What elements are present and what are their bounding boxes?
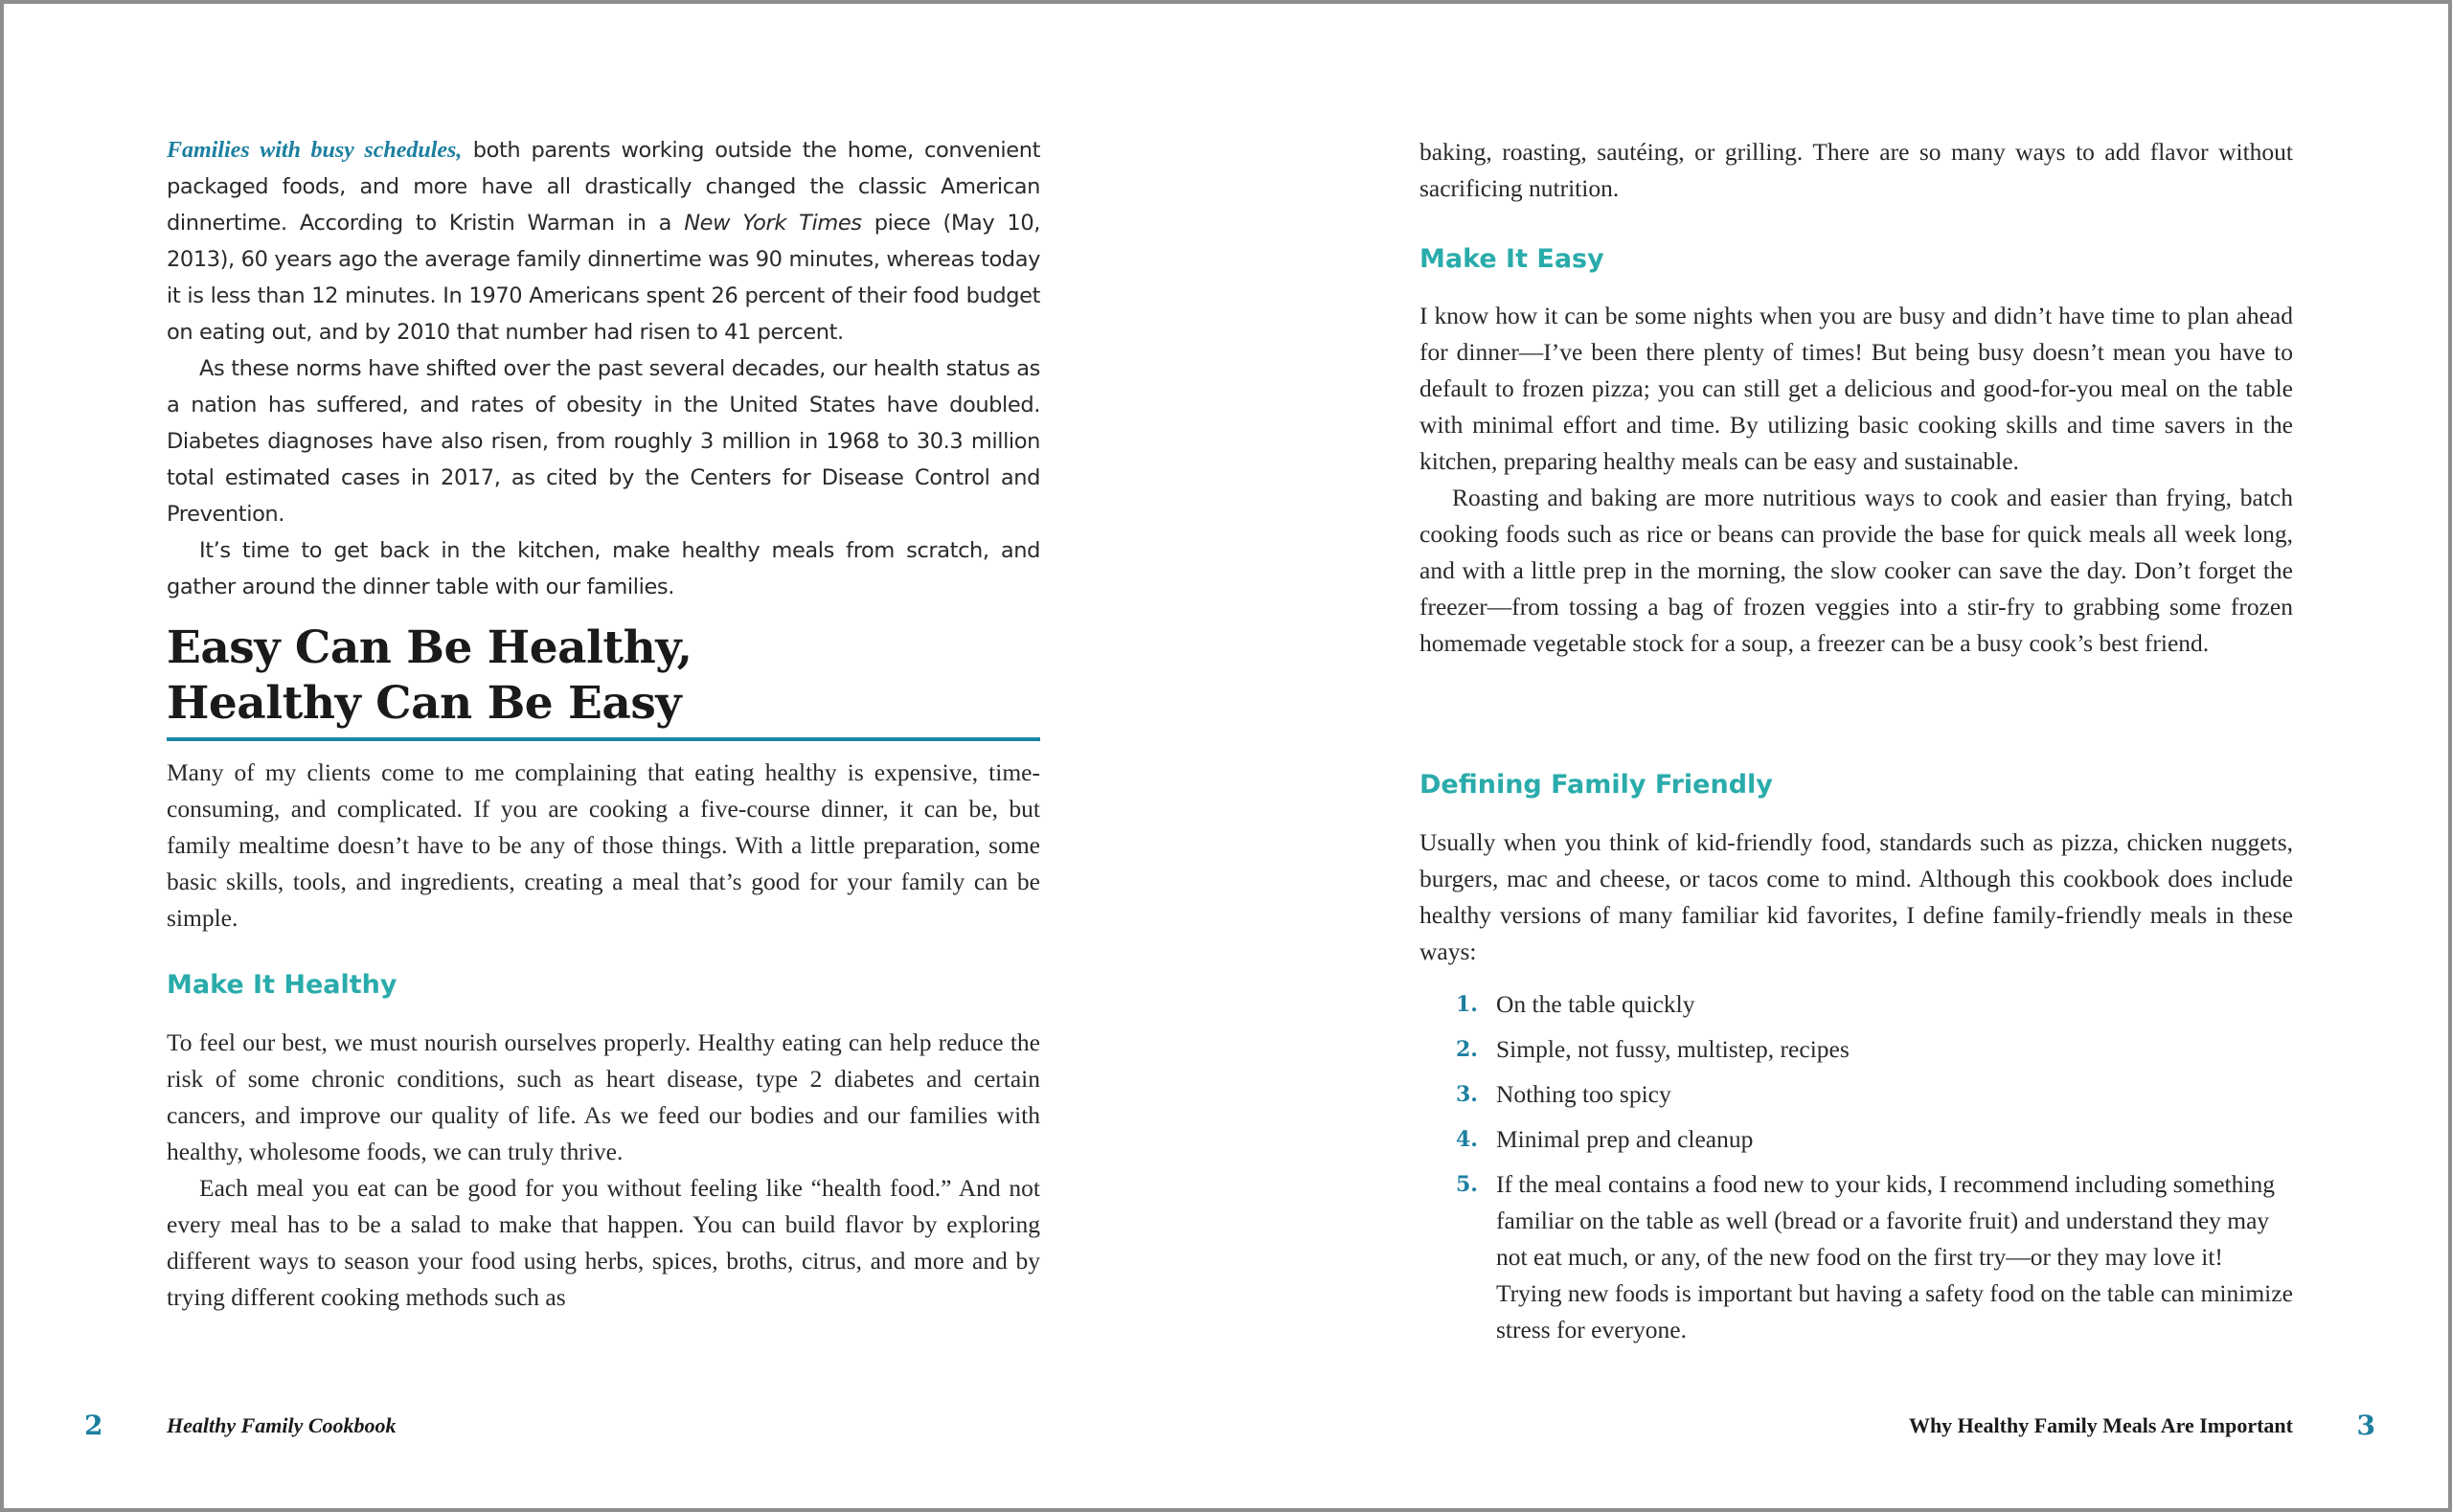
family-friendly-list	[1419, 986, 2293, 1357]
left-page-number	[84, 1410, 102, 1441]
make-healthy-paragraph-2: Each meal you eat can be good for you without feeling like “health food.” And not every meal has to be a salad to make that happen. You can build flavor by exploring different ways to season your food using herbs, spices, broths, citrus, and more and by trying different cooking methods such as	[167, 1174, 1040, 1311]
intro-paragraph-3: It’s time to get back in the kitchen, make healthy meals from scratch, and gather around the dinner table with our families.	[167, 538, 1040, 599]
list-text: If the meal contains a food new to your kids, I recommend including something familiar on the table as well (bread or a favorite fruit) and understand they may not eat much, or any, of the new food on the first try—or they may love it! Trying new foods is important but having a safety food on the table can minimize stress for everyone.	[1496, 1170, 2293, 1343]
right-running-head	[1909, 1413, 2293, 1438]
list-item	[1419, 1121, 2293, 1158]
list-item	[1419, 1166, 2293, 1348]
list-text: Nothing too spicy	[1496, 1080, 1671, 1108]
make-healthy-section	[167, 967, 1040, 1004]
continued-paragraph: baking, roasting, sautéing, or grilling. There are so many ways to add flavor without sacrificing nutrition.	[1419, 138, 2293, 202]
title-underline-rule	[167, 737, 1040, 741]
page-number: 2	[84, 1410, 103, 1441]
intro-text-b: piece (May 10, 2013), 60 years ago the average family dinnertime was 90 minutes, whereas today it is less than 12 minutes. In 1970 Americans spent 26 percent of their food budget on eating out, and by 2010 that number had risen to 41 percent.	[167, 211, 1041, 345]
continued-text	[1419, 134, 2293, 207]
title-body	[167, 755, 1040, 937]
list-item	[1419, 1076, 2293, 1113]
lead-in-phrase: Families with busy schedules,	[167, 138, 463, 163]
list-number: 5.	[1456, 1172, 1478, 1197]
list-text: Simple, not fussy, multistep, recipes	[1496, 1035, 1850, 1063]
make-healthy-paragraph-1: To feel our best, we must nourish ourselves properly. Healthy eating can help reduce the risk of some chronic conditions, such as heart disease, type 2 diabetes and certain cancers, and improve our quality of life. As we feed our bodies and our families with healthy, wholesome foods, we can truly thrive.	[167, 1028, 1040, 1165]
intro-section	[167, 132, 1040, 605]
make-healthy-body	[167, 1025, 1040, 1316]
family-friendly-body	[1419, 824, 2293, 970]
family-friendly-paragraph: Usually when you think of kid-friendly food, standards such as pizza, chicken nuggets, burgers, mac and cheese, or tacos come to mind. Although this cookbook does include healthy versions of many familiar kid favorites, I define family-friendly meals in these ways:	[1419, 828, 2293, 965]
list-number: 4.	[1456, 1127, 1478, 1152]
section-title-line-2: Healthy Can Be Easy	[167, 677, 682, 730]
make-easy-paragraph-2: Roasting and baking are more nutritious ways to cook and easier than frying, batch cooking foods such as rice or beans can provide the base for quick meals all week long, and with a little prep in the morning, the slow cooker can save the day. Don’t forget the freezer—from tossing a bag of frozen veggies into a stir-fry to grabbing some frozen homemade vegetable stock for a soup, a freezer can be a busy cook’s best friend.	[1419, 484, 2293, 657]
list-number: 1.	[1456, 992, 1478, 1017]
book-title: Healthy Family Cookbook	[167, 1413, 397, 1437]
left-page	[84, 4, 1041, 1508]
intro-text-a: both parents working outside the home, convenient packaged foods, and more have all drastically changed the classic American dinnertime. According to Kristin Warman in a	[167, 138, 1041, 236]
make-easy-heading: Make It Easy	[1419, 244, 1604, 274]
family-friendly-section	[1419, 767, 2293, 803]
intro-paragraph-2: As these norms have shifted over the past several decades, our health status as a nation has suffered, and rates of obesity in the United States have doubled. Diabetes diagnoses have also risen, from roughly 3 million in 1968 to 30.3 million total estimated cases in 2017, as cited by the Centers for Disease Control and Prevention.	[167, 356, 1040, 527]
list-number: 2.	[1456, 1037, 1478, 1062]
intro-paragraph-1	[167, 132, 1040, 350]
section-title-line-1: Easy Can Be Healthy,	[167, 621, 692, 674]
publication-name: New York Times	[684, 211, 862, 236]
right-page	[1419, 4, 2375, 1508]
list-text: Minimal prep and cleanup	[1496, 1125, 1754, 1153]
right-page-number	[2357, 1410, 2375, 1441]
chapter-title: Why Healthy Family Meals Are Important	[1908, 1413, 2293, 1437]
family-friendly-heading: Defining Family Friendly	[1419, 770, 1773, 800]
make-easy-body	[1419, 298, 2293, 662]
list-text: On the table quickly	[1496, 990, 1695, 1018]
make-easy-paragraph-1: I know how it can be some nights when you are busy and didn’t have time to plan ahead for dinner—I’ve been there plenty of times! But being busy doesn’t mean you have to default to frozen pizza; you can still get a delicious and good-for-you meal on the table with minimal effort and time. By utilizing basic cooking skills and time savers in the kitchen, preparing healthy meals can be easy and sustainable.	[1419, 302, 2293, 475]
left-running-head	[167, 1413, 397, 1438]
page-number: 3	[2356, 1410, 2375, 1441]
list-item	[1419, 986, 2293, 1023]
list-item	[1419, 1031, 2293, 1068]
title-body-paragraph: Many of my clients come to me complaining that eating healthy is expensive, time-consuming, and complicated. If you are cooking a five-course dinner, it can be, but family mealtime doesn’t have to be any of those things. With a little preparation, some basic skills, tools, and ingredients, creating a meal that’s good for your family can be simple.	[167, 758, 1040, 932]
make-easy-section	[1419, 241, 2293, 278]
list-number: 3.	[1456, 1082, 1478, 1107]
make-healthy-heading: Make It Healthy	[167, 970, 397, 1000]
section-title	[167, 621, 1040, 732]
